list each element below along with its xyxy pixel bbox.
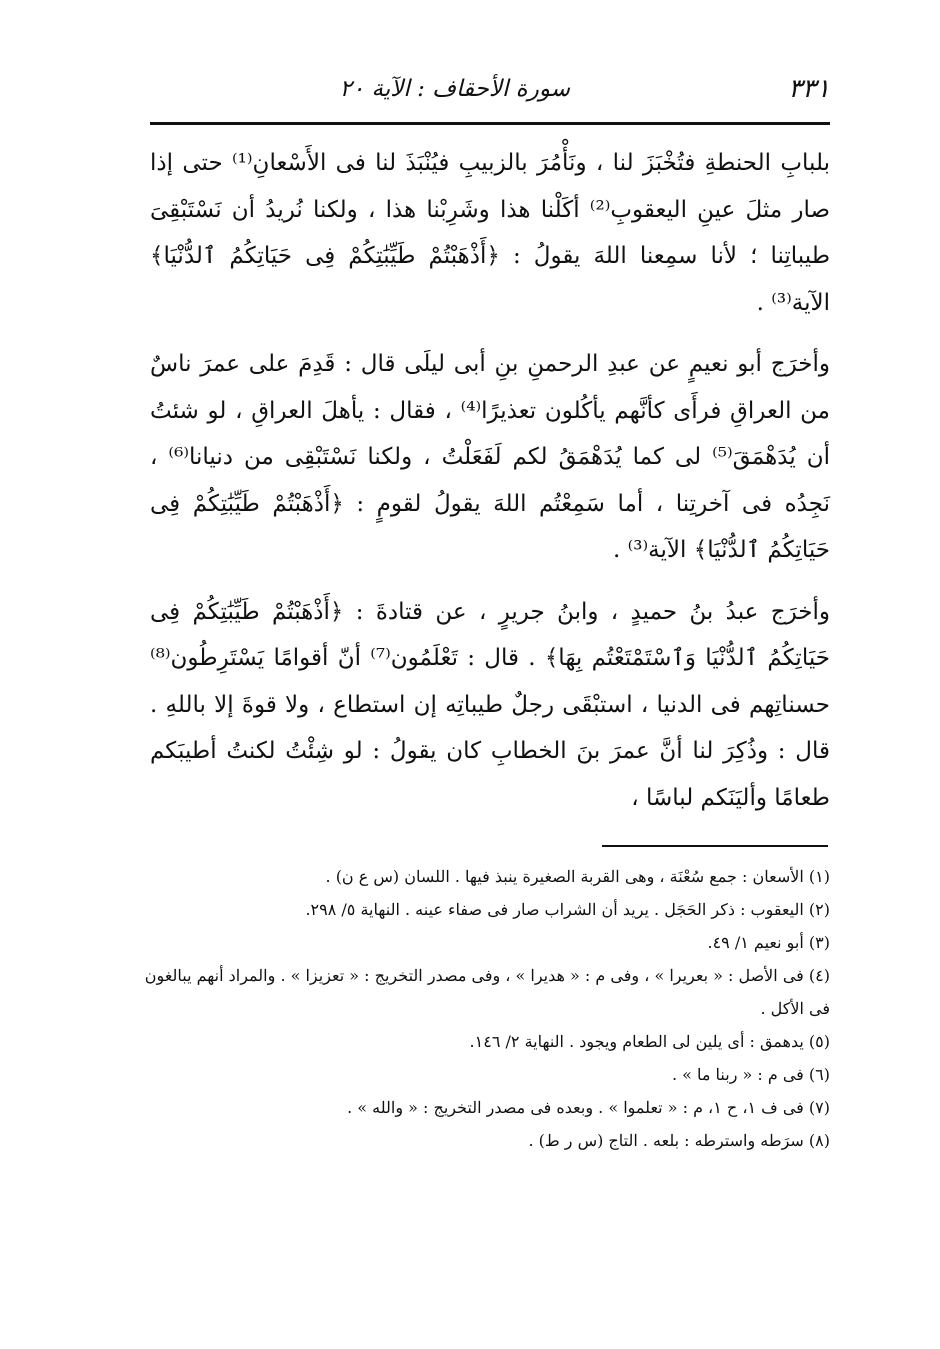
footnote: (٥) يدهمق : أى يلين لى الطعام ويجود . النهاية ٢/ ١٤٦. <box>469 1032 830 1051</box>
footnote: (٨) سرَطه واسترطه : بلعه . التاج (س ر ط) . <box>528 1131 830 1150</box>
page-number: ٣٣١ <box>788 74 830 104</box>
paragraph: وأخرَج أبو نعيمٍ عن عبدِ الرحمنِ بنِ أبى ليلَى قال : قَدِمَ على عمرَ ناسٌ من العراقِ فرأَى كأنَّهم يأكُلون تعذيرًا⁽⁴⁾ ، فقال : يأهلَ العراقِ ، لو شئتُ أن يُدَهْمَقَ⁽⁵⁾ لى كما يُدَهْمَقُ لكم لَفَعَلْتُ ، ولكنا نَسْتَبْقِى من دنيانا⁽⁶⁾ ، نَجِدُه فى آخرتِنا ، أما سَمِعْتُم اللهَ يقولُ لقومٍ : ﴿أَذْهَبْتُمْ طَيِّبَٰتِكُمْ فِى حَيَاتِكُمُ ٱلدُّنْيَا﴾ الآية⁽³⁾ . <box>150 351 830 563</box>
footnote: (٢) اليعقوب : ذكر الحَجَل . يريد أن الشراب صار فى صفاء عينه . النهاية ٥/ ٢٩٨. <box>305 900 830 919</box>
main-text <box>150 140 830 821</box>
paragraph: بلبابِ الحنطةِ فتُخْبَزَ لنا ، ونَأْمُرَ بالزبيبِ فيُنْبَذَ لنا فى الأَسْعانِ⁽¹⁾ حتى إذا صار مثلَ عينِ اليعقوبِ⁽²⁾ أكَلْنا هذا وشَرِبْنا هذا ، ولكنا نُريدُ أن نَسْتَبْقِىَ طيباتِنا ؛ لأنا سمِعنا اللهَ يقولُ : ﴿أَذْهَبْتُمْ طَيِّبَٰتِكُمْ فِى حَيَاتِكُمُ ٱلدُّنْيَا﴾ الآية⁽³⁾ . <box>150 150 831 316</box>
footnote: (٦) فى م : « ربنا ما » . <box>671 1065 830 1084</box>
footnote-rule <box>602 845 828 847</box>
header-rule <box>150 122 830 125</box>
footnote: (٣) أبو نعيم ١/ ٤٩. <box>707 933 830 952</box>
footnote: (٤) فى الأصل : « بعريرا » ، وفى م : « هديرا » ، وفى مصدر التخريج : « تعزيزا » . والمراد أنهم يبالغون فى الأكل . <box>144 966 830 1018</box>
footnote: (١) الأسعان : جمع سُعْنَة ، وهى القربة الصغيرة ينبذ فيها . اللسان (س ع ن) . <box>325 867 830 886</box>
footnotes <box>140 860 830 1157</box>
running-title: سورة الأحقاف : الآية ٢٠ <box>339 76 570 102</box>
page-header <box>150 68 830 108</box>
footnote: (٧) فى ف ١، ح ١، م : « تعلموا » . وبعده فى مصدر التخريج : « والله » . <box>347 1098 830 1117</box>
paragraph: وأخرَج عبدُ بنُ حميدٍ ، وابنُ جريرٍ ، عن قتادةَ : ﴿أَذْهَبْتُمْ طَيِّبَٰتِكُمْ فِى حَيَاتِكُمُ ٱلدُّنْيَا وَٱسْتَمْتَعْتُم بِهَا﴾ . قال : تَعْلَمُون⁽⁷⁾ أنّ أقوامًا يَسْتَرِطُون⁽⁸⁾ حسناتِهم فى الدنيا ، استبْقَى رجلٌ طيباتِه إن استطاع ، ولا قوةَ إلا باللهِ . قال : وذُكِرَ لنا أنَّ عمرَ بنَ الخطابِ كان يقولُ : لو شِئْتُ لكنتُ أطيبَكم طعامًا وأليَنَكم لباسًا ، <box>150 598 830 811</box>
